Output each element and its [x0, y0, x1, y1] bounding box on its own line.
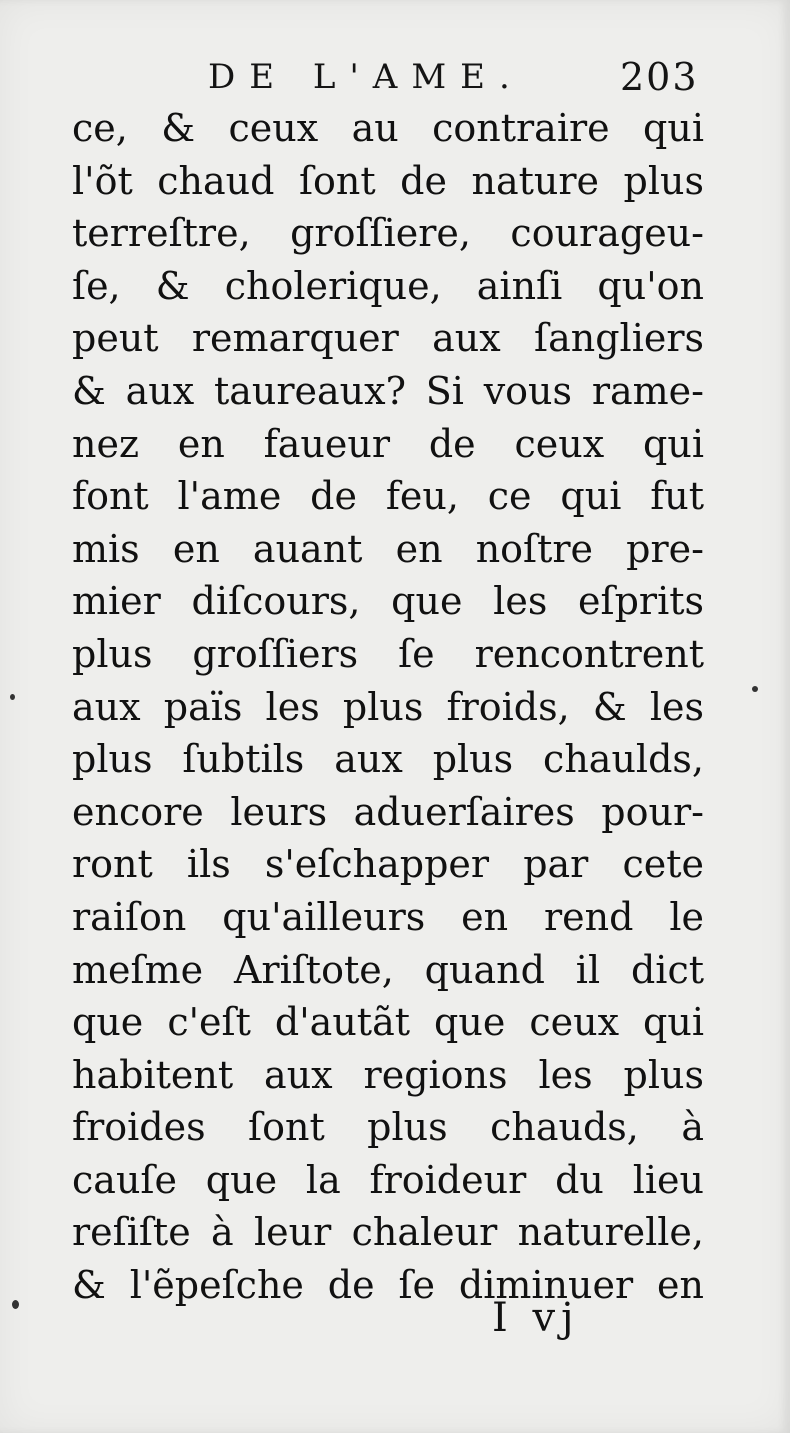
text-line: plus groſſiers ſe rencontrent [72, 631, 704, 676]
text-line: & aux taureaux? Si vous rame- [72, 368, 704, 413]
text-line: terreſtre, groſſiere, courageu- [72, 211, 704, 256]
text-line: froides ſont plus chauds, à [72, 1105, 704, 1150]
ink-speck [12, 1300, 19, 1309]
text-line: mis en auant en noſtre pre- [72, 526, 704, 571]
text-line: ce, & ceux au contraire qui [72, 106, 704, 150]
text-line: aux païs les plus froids, & les [72, 684, 704, 729]
ink-speck [10, 694, 15, 700]
text-line: font l'ame de feu, ce qui fut [72, 474, 704, 519]
body-text [72, 102, 704, 1312]
text-line: peut remarquer aux ſangliers [72, 316, 704, 361]
text-line: ront ils s'eſchapper par cete [72, 842, 704, 887]
text-line: & l'ẽpeſche de ſe diminuer en [72, 1263, 704, 1308]
ink-speck [752, 686, 758, 692]
text-line: encore leurs aduerſaires pour- [72, 789, 704, 834]
page-edge [790, 0, 800, 1433]
running-head: DE L'AME. [208, 57, 524, 97]
text-line: mier diſcours, que les eſprits [72, 579, 704, 624]
text-line: nez en faueur de ceux qui [72, 421, 704, 466]
page-header [0, 52, 790, 102]
text-line: habitent aux regions les plus [72, 1052, 704, 1097]
text-line: meſme Ariſtote, quand il dict [72, 947, 704, 992]
text-line: l'õt chaud ſont de nature plus [72, 158, 704, 203]
catchword: I vj [492, 1295, 580, 1341]
text-line: reſiſte à leur chaleur naturelle, [72, 1210, 704, 1255]
text-line: ſe, & cholerique, ainſi qu'on [72, 263, 704, 308]
text-line: plus ſubtils aux plus chaulds, [72, 737, 704, 782]
text-line: cauſe que la froideur du lieu [72, 1157, 704, 1202]
page-number: 203 [620, 55, 699, 99]
text-line: raiſon qu'ailleurs en rend le [72, 894, 704, 939]
text-line: que c'eſt d'autãt que ceux qui [72, 1000, 704, 1045]
